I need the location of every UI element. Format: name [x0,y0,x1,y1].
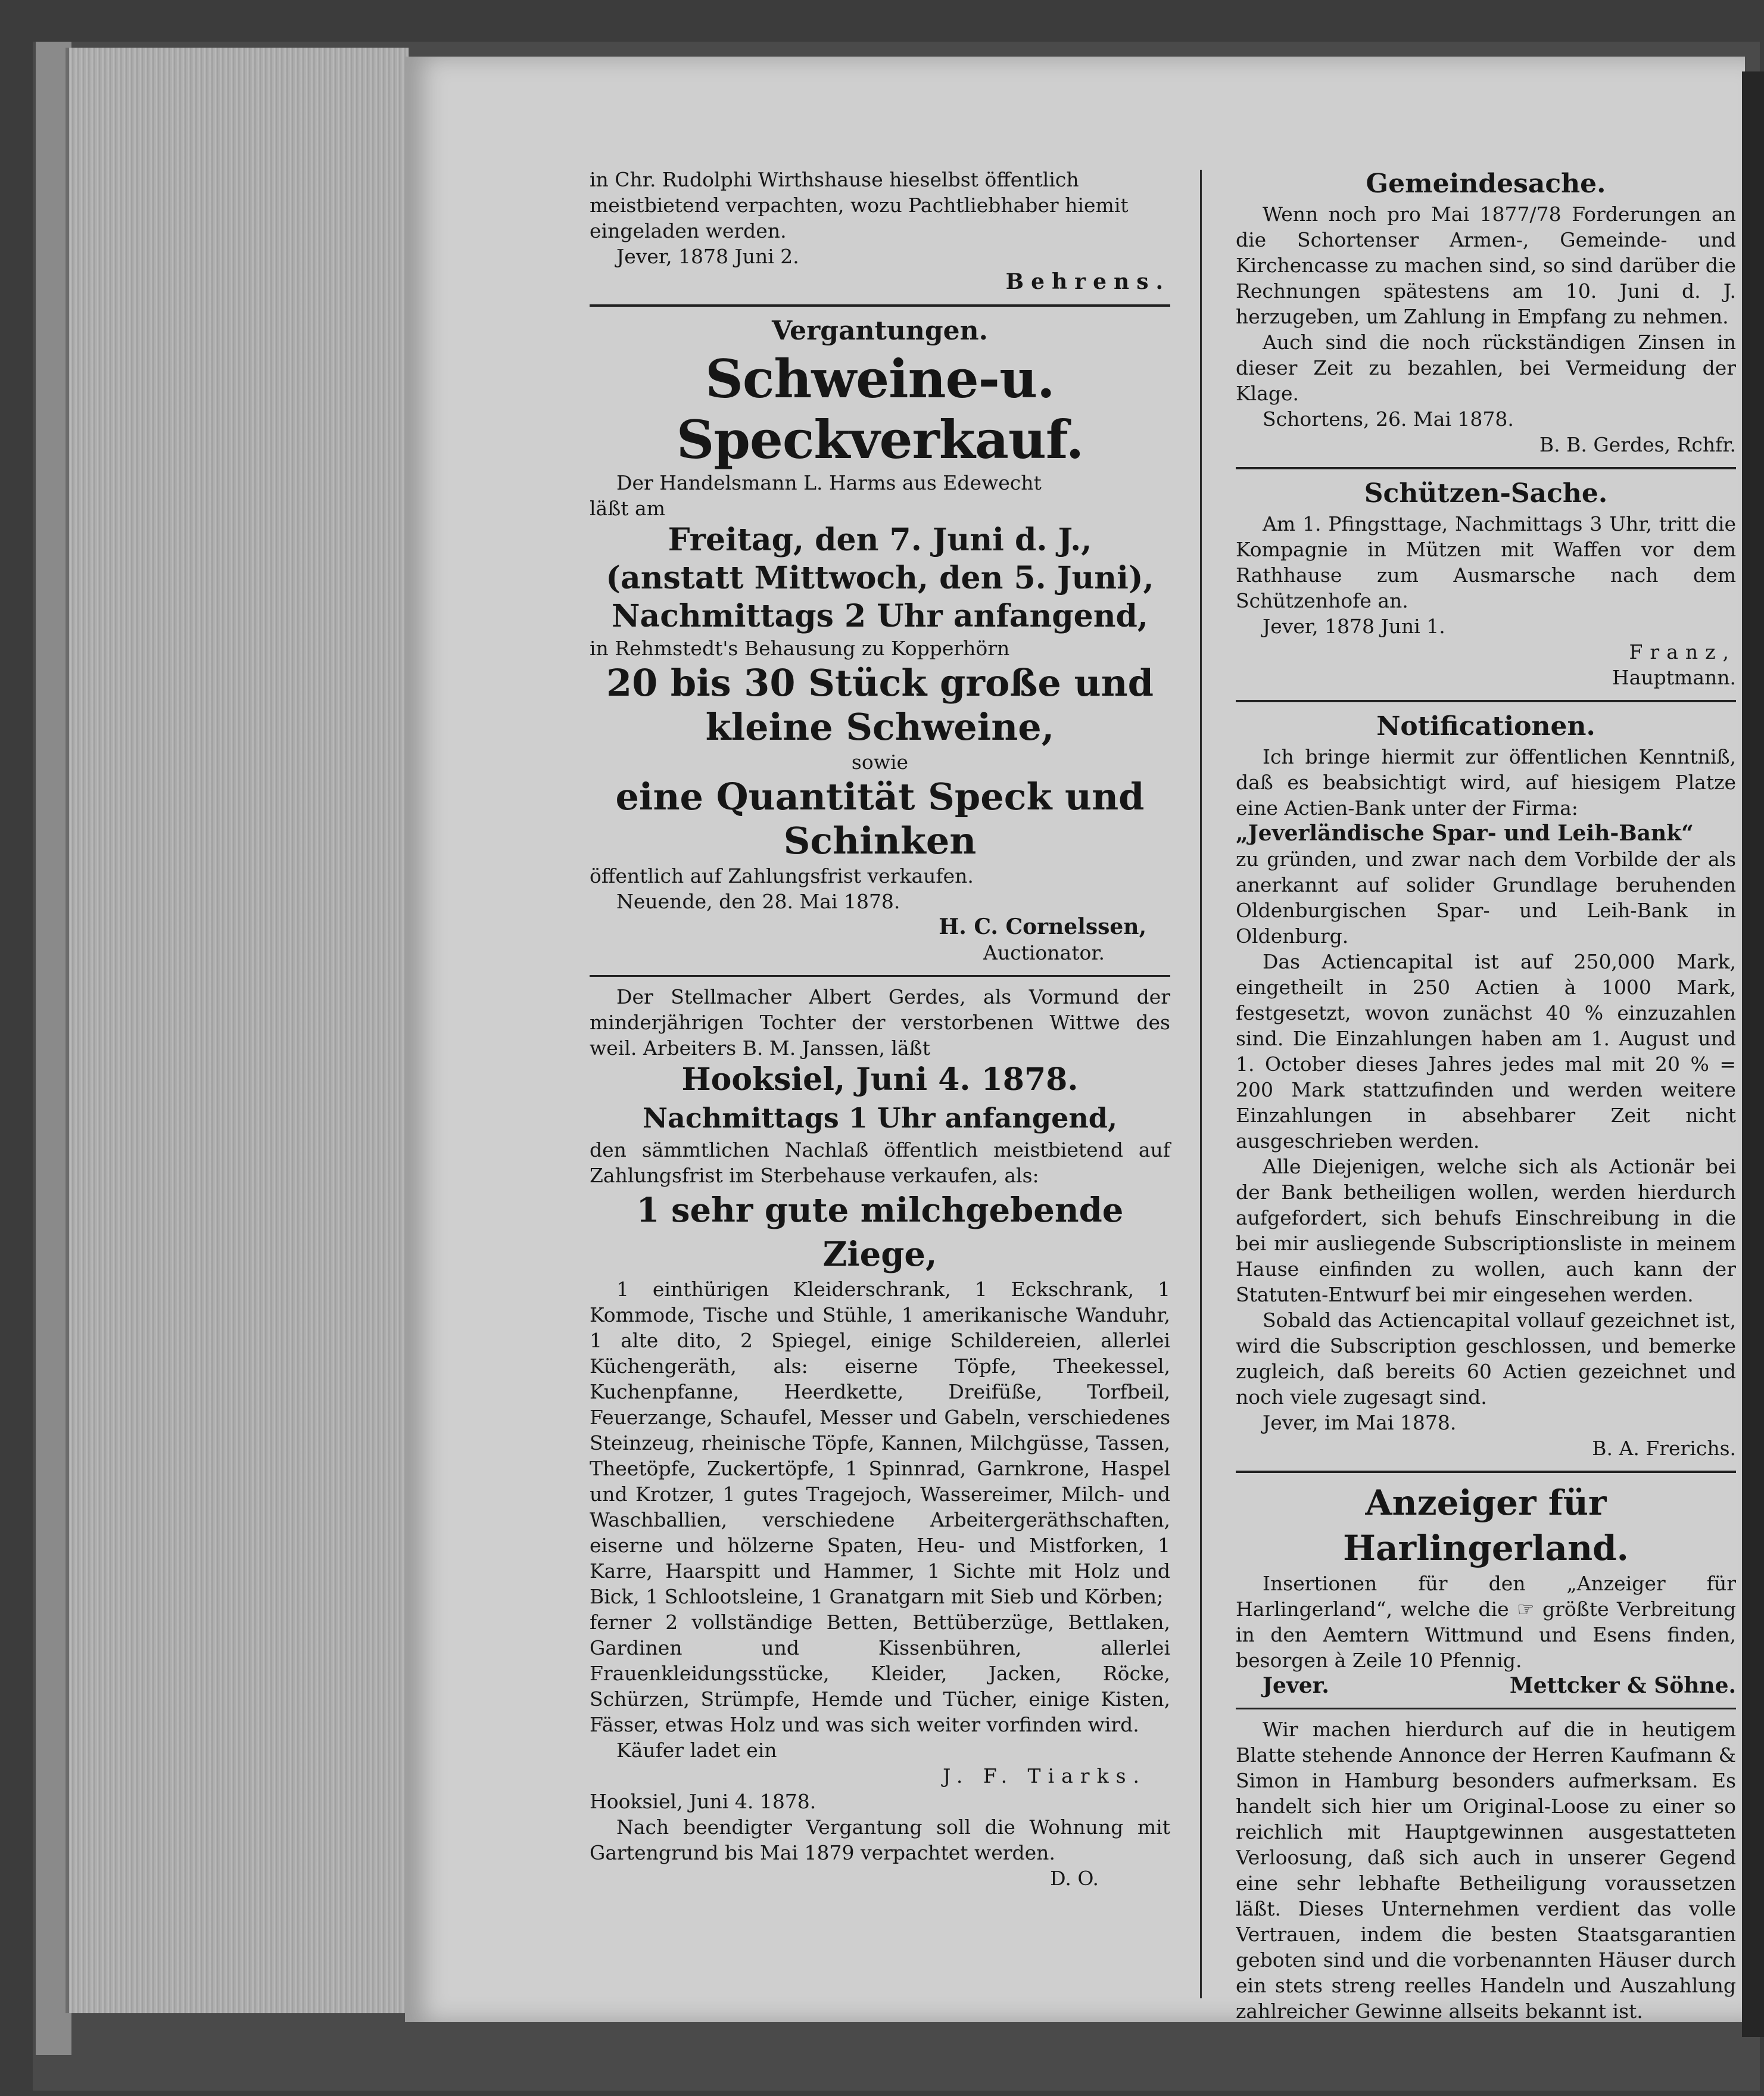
intro-line: meistbietend verpachten, wozu Pachtliebhaber hiemit [590,194,1129,217]
notice-place: Jever. [1263,1673,1329,1698]
notification-notice [1236,709,1736,1461]
notice-text: Insertionen für den „Anzeiger für Harlingerland“, welche die ☞ größte Verbreitung in den Aemtern Wittmund und Esens finden, besorgen à Zeile 10 Pfennig. [1236,1572,1736,1672]
notice-title: Notificationen. [1376,711,1595,742]
ad-place: in Rehmstedt's Behausung zu Kopperhörn [590,637,1010,660]
section-title: Vergantungen. [772,316,988,346]
notice-text: Wenn noch pro Mai 1877/78 Forderungen an die Schortenser Armen-, Gemeinde- und Kirchencasse zu machen sind, so sind darüber die Rechnungen spätestens am 10. Juni d. J. herzugeben, um Zahlung in Empfang zu nehmen. [1236,203,1736,328]
notice-text: Alle Diejenigen, welche sich als Actionär bei der Bank betheiligen wollen, werden hierdurch aufgefordert, sich behufs Einschreibung in die bei mir ausliegende Subscriptionsliste in meinem Hause einfinden zu wollen, auch kann der Statuten-Entwurf bei mir eingesehen werden. [1236,1155,1736,1306]
notice-title: Schützen-Sache. [1364,478,1608,509]
ad-date: Freitag, den 7. Juni d. J., [668,522,1092,558]
ad-note-signature: D. O. [1050,1867,1099,1890]
page-edges [66,48,409,2013]
page-gutter [1742,71,1764,2037]
notice-date: Schortens, 26. Mai 1878. [1263,407,1514,431]
estate-sale-ad [590,984,1170,1891]
ad-big-line: kleine Schweine, [705,705,1055,749]
ad-date-line: Hooksiel, Juni 4. 1878. [590,1790,816,1813]
intro-line: in Chr. Rudolphi Wirthshause hieselbst öffentlich [590,168,1079,191]
ad-big-line: Schinken [783,819,977,862]
notice-text: Ich bringe hiermit zur öffentlichen Kenntniß, daß es beabsichtigt wird, auf hiesigem Platze eine Actien-Bank unter der Firma: [1236,745,1736,820]
ad-big-line: 20 bis 30 Stück große und [606,661,1154,705]
notice-date: Jever, im Mai 1878. [1263,1411,1457,1434]
notice-text: Auch sind die noch rückständigen Zinsen in dieser Zeit zu bezahlen, bei Vermeidung der Klage. [1236,331,1736,405]
notice-signature-title: Hauptmann. [1612,666,1736,689]
ad-items: 1 einthürigen Kleiderschrank, 1 Eckschrank, 1 Kommode, Tische und Stühle, 1 amerikanische Wanduhr, 1 alte dito, 2 Spiegel, einige Schildereien, allerlei Küchengeräth, als: eiserne Töpfe, Theekessel, Kuchenpfanne, Heerdkette, Dreifüße, Torfbeil, Feuerzange, Schaufel, Messer und Gabeln, verschiedenes Steinzeug, rheinische Töpfe, Kannen, Milchgüsse, Tassen, Theetöpfe, Zuckertöpfe, 1 Spinnrad, Garnkrone, Haspel und Krotzer, 1 gutes Tragejoch, Wassereimer, Milch- und Waschballien, verschiedene Arbeitergeräthschaften, eiserne und hölzerne Spaten, Heu- und Mistforken, 1 Karre, Haarspitt und Hammer, 1 Sichte mit Holz und Bick, 1 Schlootsleine, 1 Granatgarn mit Sieb und Körben; [590,1278,1170,1608]
lottery-notice [1236,1717,1736,2024]
ad-time: Nachmittags 2 Uhr anfangend, [612,598,1148,634]
ad-date-alt: (anstatt Mittwoch, den 5. Juni), [606,560,1154,596]
column-rule [1200,170,1202,1998]
ad-buyers: Käufer ladet ein [616,1739,777,1762]
divider [590,975,1170,977]
ad-intro: Der Stellmacher Albert Gerdes, als Vormund der minderjährigen Tochter der verstorbenen Wittwe des weil. Arbeiters B. M. Janssen, läßt [590,985,1170,1060]
divider [1236,1471,1736,1473]
harlingerland-notice [1236,1480,1736,1698]
notice-firm: Mettcker & Söhne. [1509,1673,1736,1698]
ad-line: Der Handelsmann L. Harms aus Edewecht [616,471,1042,494]
schuetzen-notice [1236,476,1736,690]
notice-signature: Franz, [1629,640,1736,664]
ad-time: Nachmittags 1 Uhr anfangend, [642,1102,1117,1134]
ad-more-items: ferner 2 vollständige Betten, Bettüberzüge, Bettlaken, Gardinen und Kissenbühren, allerlei Frauenkleidungsstücke, Kleider, Jacken, Röcke, Schürzen, Strümpfe, Hemde und Tücher, einige Kisten, Fässer, etwas Holz und was sich weiter vorfinden wird. [590,1611,1170,1736]
intro-date: Jever, 1878 Juni 2. [616,245,799,268]
intro-line: eingeladen werden. [590,219,787,242]
intro-notice [590,167,1170,295]
ad-signature: J. F. Tiarks. [943,1764,1146,1787]
divider [590,304,1170,307]
divider [1236,467,1736,469]
notice-footer [1236,1673,1736,1698]
bank-name: „Jeverländische Spar- und Leih-Bank“ [1236,821,1694,846]
divider [1236,700,1736,702]
ad-big-line: eine Quantität Speck und [615,775,1145,818]
notice-signature: B. A. Frerichs. [1592,1437,1736,1460]
ad-signature-title: Auctionator. [983,941,1105,964]
divider [1236,1708,1736,1709]
notice-text: Wir machen hierdurch auf die in heutigem Blatte stehende Annonce der Herren Kaufmann & Simon in Hamburg besonders aufmerksam. Es handelt sich hier um Original-Loose zu einer so reichlich mit Hauptgewinnen ausgestatteten Verloosung, daß sich auch in unserer Gegend eine sehr lebhafte Betheiligung voraussetzen läßt. Dieses Unternehmen verdient das volle Vertrauen, indem die besten Staatsgarantien geboten sind und die vorbenannten Häuser durch ein stets streng reelles Handeln und Auszahlung zahlreicher Gewinne allseits bekannt ist. [1236,1718,1736,2023]
ad-lead: den sämmtlichen Nachlaß öffentlich meistbietend auf Zahlungsfrist im Sterbehause verkaufen, als: [590,1138,1170,1187]
notice-date: Jever, 1878 Juni 1. [1263,615,1445,638]
notice-signature: B. B. Gerdes, Rchfr. [1539,433,1736,456]
notice-text: Am 1. Pfingsttage, Nachmittags 3 Uhr, tritt die Kompagnie in Mützen mit Waffen vor dem Rathhause zum Ausmarsche nach dem Schützenhofe an. [1236,512,1736,612]
ad-terms: öffentlich auf Zahlungsfrist verkaufen. [590,864,974,887]
right-column [1236,167,1736,2024]
notice-text: Das Actiencapital ist auf 250,000 Mark, eingetheilt in 250 Actien à 1000 Mark, festgesetzt, wovon zunächst 40 % einzuzahlen sind. Die Einzahlungen haben am 1. August und 1. October dieses Jahres jedes mal mit 20 % = 200 Mark stattzufinden und werden weitere Einzahlungen in absehbarer Zeit nicht ausgeschrieben werden. [1236,950,1736,1153]
notice-title: Anzeiger für Harlingerland. [1343,1483,1629,1568]
ad-goat: 1 sehr gute milchgebende Ziege, [636,1191,1124,1274]
ad-headline: Schweine-u. Speckverkauf. [676,348,1084,471]
ad-date: Hooksiel, Juni 4. 1878. [681,1061,1079,1098]
ad-sowie: sowie [851,750,909,774]
notice-text: Sobald das Actiencapital vollauf gezeichnet ist, wird die Subscription geschlossen, und bemerke zugleich, daß bereits 60 Actien gezeichnet und noch viele zugesagt sind. [1236,1309,1736,1409]
ad-signature: H. C. Cornelssen, [939,914,1146,939]
ad-date-line: Neuende, den 28. Mai 1878. [616,890,900,913]
ad-note: Nach beendigter Vergantung soll die Wohnung mit Gartengrund bis Mai 1879 verpachtet werden. [590,1815,1170,1864]
pig-sale-ad [590,348,1170,966]
left-column [590,167,1170,1891]
notice-text: zu gründen, und zwar nach dem Vorbilde der als anerkannt auf solider Grundlage beruhenden Oldenburgischen Spar- und Leih-Bank in Oldenburg. [1236,848,1736,948]
notice-title: Gemeindesache. [1366,169,1606,199]
gemeinde-notice [1236,167,1736,457]
intro-signature: Behrens. [1005,269,1170,294]
ad-line: läßt am [590,497,665,520]
